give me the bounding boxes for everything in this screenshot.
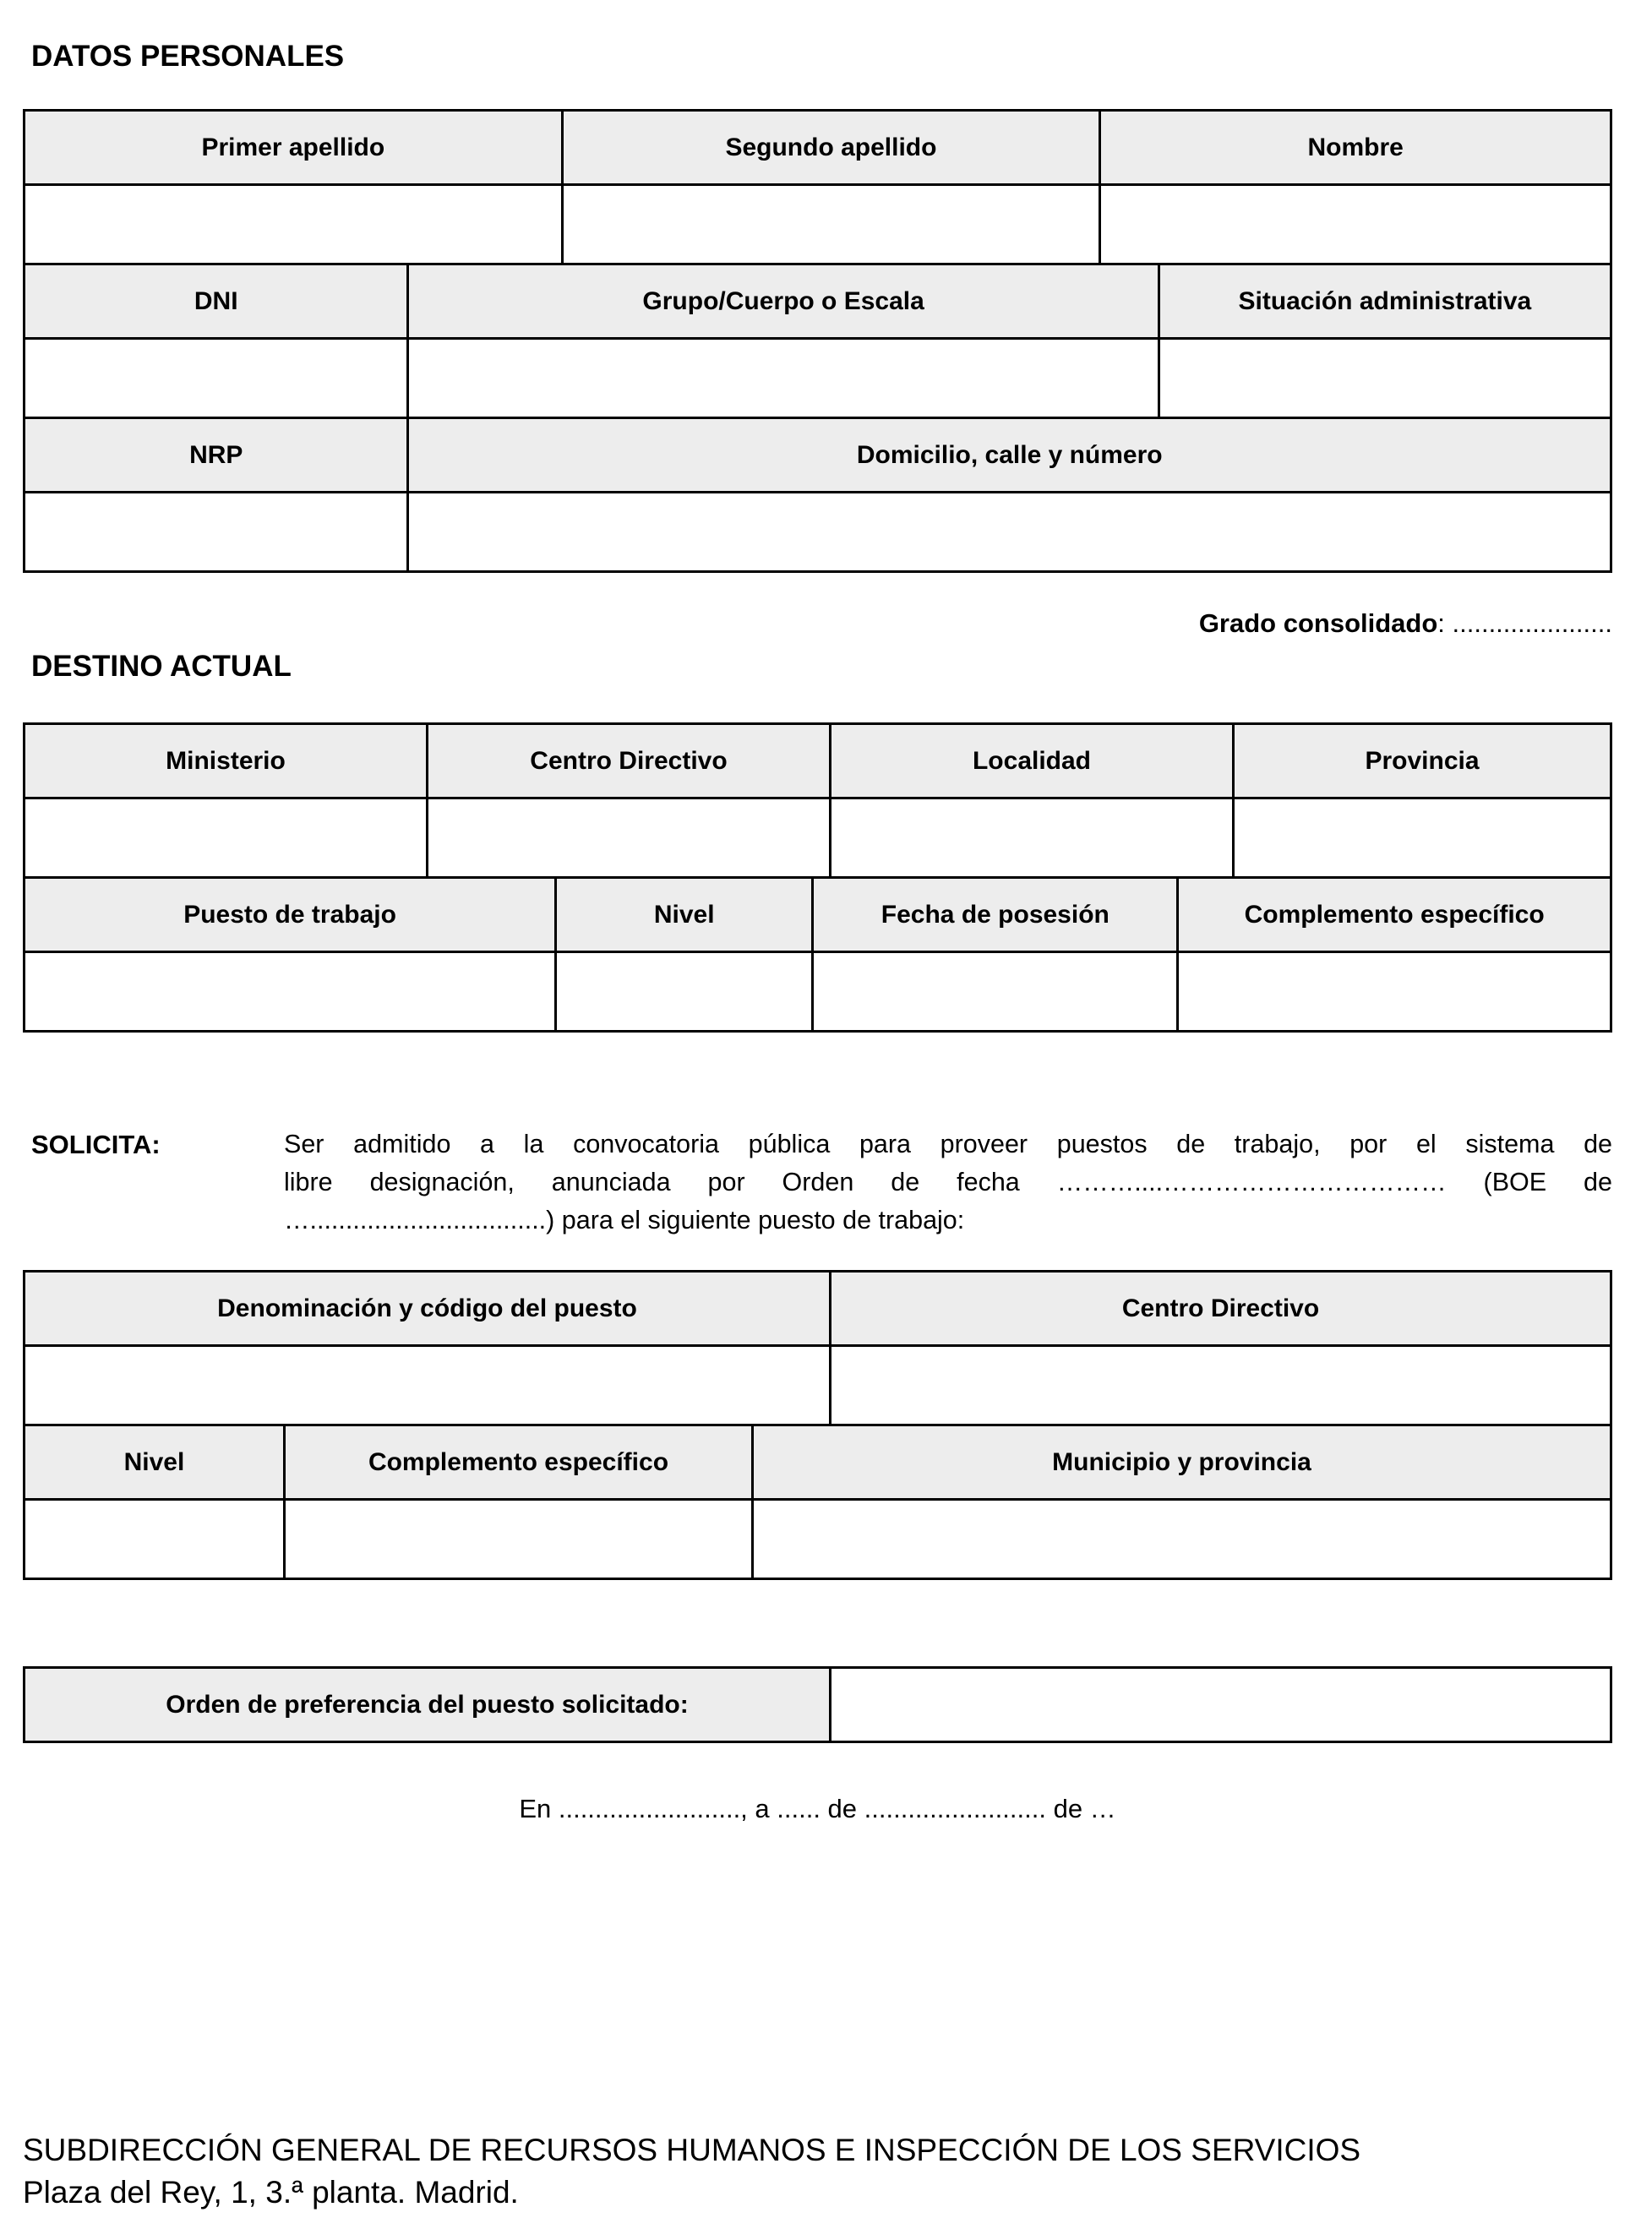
solicita-paragraph: [284, 1125, 1612, 1240]
header-provincia: Provincia: [1234, 724, 1611, 798]
table-row: [25, 1346, 1611, 1425]
header-primer-apellido: Primer apellido: [25, 111, 563, 185]
field-provincia[interactable]: [1234, 798, 1611, 878]
header-centro-directivo: Centro Directivo: [428, 724, 831, 798]
table-row: [25, 339, 1611, 418]
header-complemento-especifico: Complemento específico: [1178, 878, 1611, 952]
header-dni: DNI: [25, 264, 408, 339]
puesto-solicitado-tables: [23, 1270, 1612, 1580]
field-dni[interactable]: [25, 339, 408, 418]
footer-line-1: SUBDIRECCIÓN GENERAL DE RECURSOS HUMANOS E INSPECCIÓN DE LOS SERVICIOS: [23, 2133, 1361, 2167]
section-title-datos-personales: DATOS PERSONALES: [31, 40, 345, 73]
table-nrp-domicilio: [23, 417, 1612, 573]
field-complemento-especifico[interactable]: [1178, 952, 1611, 1032]
table-row: [25, 418, 1611, 493]
header-segundo-apellido: Segundo apellido: [562, 111, 1100, 185]
table-row: [25, 264, 1611, 339]
field-nombre[interactable]: [1100, 185, 1611, 264]
field-fecha-de-posesion[interactable]: [813, 952, 1178, 1032]
field-centro-directivo-solicitado[interactable]: [831, 1346, 1611, 1425]
footer-address: [23, 2129, 1360, 2214]
solicita-block: [23, 1125, 1612, 1240]
header-centro-directivo-solicitado: Centro Directivo: [831, 1272, 1611, 1346]
table-apellidos: [23, 109, 1612, 265]
table-row: [25, 1425, 1611, 1500]
field-nivel-solicitado[interactable]: [25, 1500, 285, 1579]
header-complemento-especifico-solicitado: Complemento específico: [284, 1425, 752, 1500]
section-title-destino-actual: DESTINO ACTUAL: [31, 650, 292, 683]
label-orden-preferencia: Orden de preferencia del puesto solicitado:: [25, 1668, 831, 1742]
table-puesto-solicitado: [23, 1270, 1612, 1426]
table-row: [25, 493, 1611, 572]
table-row: [25, 878, 1611, 952]
header-localidad: Localidad: [831, 724, 1234, 798]
field-situacion-administrativa[interactable]: [1159, 339, 1611, 418]
table-row: [25, 952, 1611, 1032]
header-puesto-de-trabajo: Puesto de trabajo: [25, 878, 556, 952]
solicita-line-1: Ser admitido a la convocatoria pública para proveer puestos de trabajo, por el sistema de: [284, 1130, 1612, 1158]
field-municipio-provincia[interactable]: [752, 1500, 1611, 1579]
grado-consolidado-label: Grado consolidado: [1198, 608, 1438, 638]
header-denominacion-codigo-puesto: Denominación y código del puesto: [25, 1272, 831, 1346]
table-row: [25, 1272, 1611, 1346]
grado-consolidado-dots: : ......................: [1437, 608, 1612, 638]
field-puesto-de-trabajo[interactable]: [25, 952, 556, 1032]
table-identificacion: [23, 263, 1612, 419]
table-row: [25, 111, 1611, 185]
field-localidad[interactable]: [831, 798, 1234, 878]
table-orden-preferencia: [23, 1666, 1612, 1743]
datos-personales-tables: [23, 109, 1612, 573]
header-municipio-provincia: Municipio y provincia: [752, 1425, 1611, 1500]
field-ministerio[interactable]: [25, 798, 428, 878]
field-nivel[interactable]: [556, 952, 813, 1032]
solicita-line-3: ….................................) para el siguiente puesto de trabajo:: [284, 1206, 965, 1234]
header-fecha-de-posesion: Fecha de posesión: [813, 878, 1178, 952]
field-domicilio[interactable]: [408, 493, 1611, 572]
field-denominacion-codigo-puesto[interactable]: [25, 1346, 831, 1425]
table-puesto-detalle: [23, 1424, 1612, 1580]
field-primer-apellido[interactable]: [25, 185, 563, 264]
header-domicilio: Domicilio, calle y número: [408, 418, 1611, 493]
field-centro-directivo[interactable]: [428, 798, 831, 878]
field-segundo-apellido[interactable]: [562, 185, 1100, 264]
header-ministerio: Ministerio: [25, 724, 428, 798]
header-nrp: NRP: [25, 418, 408, 493]
field-nrp[interactable]: [25, 493, 408, 572]
header-nombre: Nombre: [1100, 111, 1611, 185]
field-orden-preferencia[interactable]: [831, 1668, 1611, 1742]
table-row: [25, 724, 1611, 798]
header-nivel: Nivel: [556, 878, 813, 952]
table-row: [25, 1668, 1611, 1742]
table-row: [25, 1500, 1611, 1579]
footer-line-2: Plaza del Rey, 1, 3.ª planta. Madrid.: [23, 2175, 519, 2210]
field-grupo-cuerpo-escala[interactable]: [408, 339, 1159, 418]
table-destino-puesto: [23, 876, 1612, 1033]
header-nivel-solicitado: Nivel: [25, 1425, 285, 1500]
table-row: [25, 185, 1611, 264]
field-complemento-especifico-solicitado[interactable]: [284, 1500, 752, 1579]
header-grupo-cuerpo-escala: Grupo/Cuerpo o Escala: [408, 264, 1159, 339]
solicita-label: SOLICITA:: [31, 1130, 161, 1159]
table-destino-centro: [23, 722, 1612, 879]
header-situacion-administrativa: Situación administrativa: [1159, 264, 1611, 339]
solicita-line-2: libre designación, anunciada por Orden de fecha ………....…………………………… (BOE de: [284, 1168, 1612, 1196]
date-line: En ........................., a ...... de ......................... de …: [519, 1794, 1116, 1823]
grado-consolidado-line: [23, 608, 1612, 639]
destino-actual-tables: [23, 722, 1612, 1033]
table-row: [25, 798, 1611, 878]
